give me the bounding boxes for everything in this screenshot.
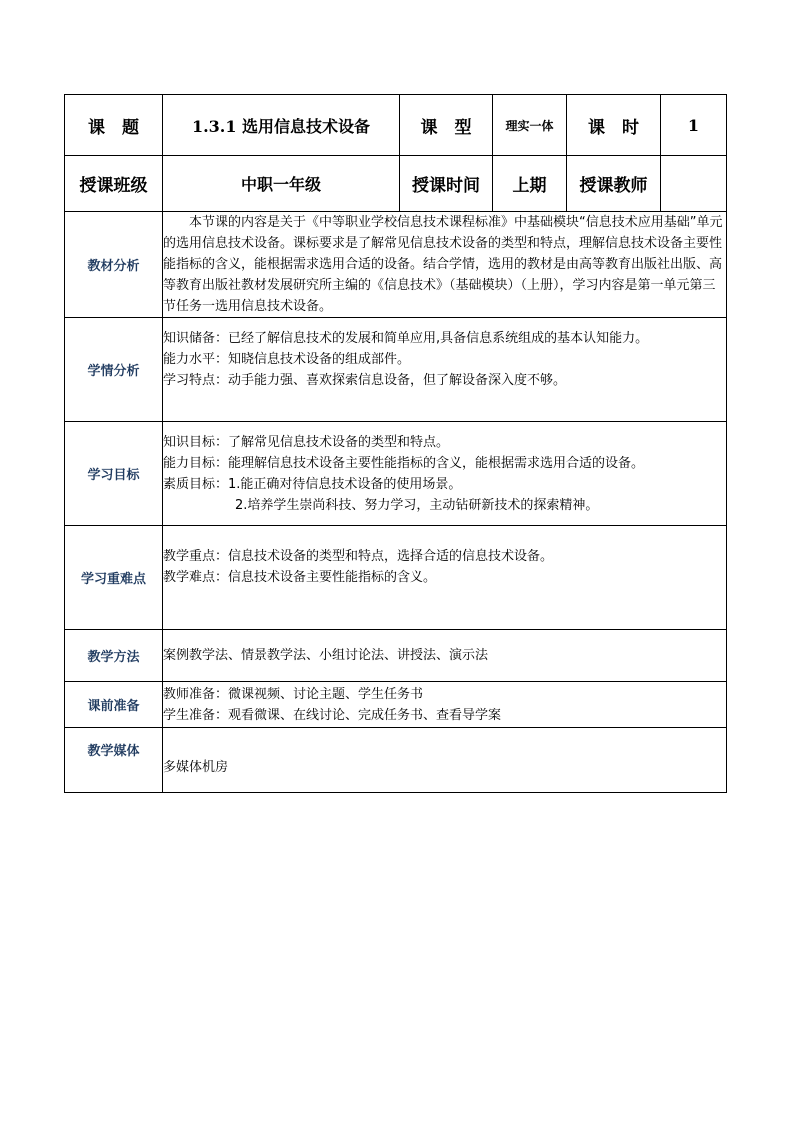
type-value: 理实一体 — [493, 95, 567, 156]
objectives-label: 学习目标 — [65, 422, 163, 526]
learners-row — [65, 318, 727, 422]
learners-line: 能力水平：知晓信息技术设备的组成部件。 — [163, 351, 411, 367]
media-text: 多媒体机房 — [163, 759, 229, 775]
methods-content — [163, 630, 727, 682]
type-label: 课 型 — [400, 95, 493, 156]
objectives-line: 2.培养学生崇尚科技、努力学习，主动钻研新技术的探索精神。 — [235, 497, 599, 513]
textbook-content — [163, 212, 727, 318]
objectives-line: 素质目标：1.能正确对待信息技术设备的使用场景。 — [163, 476, 462, 492]
time-label: 授课时间 — [400, 156, 493, 212]
prep-label: 课前准备 — [65, 682, 163, 728]
learners-line: 知识储备：已经了解信息技术的发展和简单应用,具备信息系统组成的基本认知能力。 — [163, 330, 649, 346]
textbook-label: 教材分析 — [65, 212, 163, 318]
objectives-line: 知识目标：了解常见信息技术设备的类型和特点。 — [163, 434, 450, 450]
media-content — [163, 728, 727, 793]
keypoints-row — [65, 526, 727, 630]
learners-line: 学习特点：动手能力强、喜欢探索信息设备，但了解设备深入度不够。 — [163, 372, 567, 388]
methods-row — [65, 630, 727, 682]
hours-value: 1 — [661, 95, 727, 156]
lesson-plan-table — [64, 94, 727, 793]
teacher-label: 授课教师 — [567, 156, 661, 212]
methods-label: 教学方法 — [65, 630, 163, 682]
keypoints-label: 学习重难点 — [65, 526, 163, 630]
keypoints-line: 教学难点：信息技术设备主要性能指标的含义。 — [163, 570, 437, 585]
header-row — [65, 95, 727, 156]
hours-label: 课 时 — [567, 95, 661, 156]
learners-label: 学情分析 — [65, 318, 163, 422]
topic-value: 1.3.1 选用信息技术设备 — [163, 95, 400, 156]
prep-row — [65, 682, 727, 728]
prep-line: 教师准备：微课视频、讨论主题、学生任务书 — [163, 686, 424, 702]
objectives-content — [163, 422, 727, 526]
class-value: 中职一年级 — [163, 156, 400, 212]
class-row — [65, 156, 727, 212]
media-label: 教学媒体 — [65, 728, 163, 793]
textbook-row — [65, 212, 727, 318]
time-value: 上期 — [493, 156, 567, 212]
media-row — [65, 728, 727, 793]
keypoints-line: 教学重点：信息技术设备的类型和特点，选择合适的信息技术设备。 — [163, 549, 554, 564]
prep-content — [163, 682, 727, 728]
learners-content — [163, 318, 727, 422]
methods-text: 案例教学法、情景教学法、小组讨论法、讲授法、演示法 — [163, 648, 489, 663]
objectives-row — [65, 422, 727, 526]
keypoints-content — [163, 526, 727, 630]
prep-line: 学生准备：观看微课、在线讨论、完成任务书、查看导学案 — [163, 707, 502, 723]
textbook-text: 本节课的内容是关于《中等职业学校信息技术课程标准》中基础模块“信息技术应用基础”单元的选用信息技术设备。课标要求是了解常见信息技术设备的类型和特点，理解信息技术设备主要性能指标的含义，能根据需求选用合适的设备。结合学情，选用的教材是由高等教育出版社出版、高等教育出版社教材发展研究所主编的《信息技术》（基础模块）（上册），学习内容是第一单元第三节任务一选用信息技术设备。 — [163, 215, 723, 314]
topic-label: 课 题 — [65, 95, 163, 156]
class-label: 授课班级 — [65, 156, 163, 212]
teacher-value — [661, 156, 727, 212]
objectives-line: 能力目标：能理解信息技术设备主要性能指标的含义，能根据需求选用合适的设备。 — [163, 455, 645, 471]
